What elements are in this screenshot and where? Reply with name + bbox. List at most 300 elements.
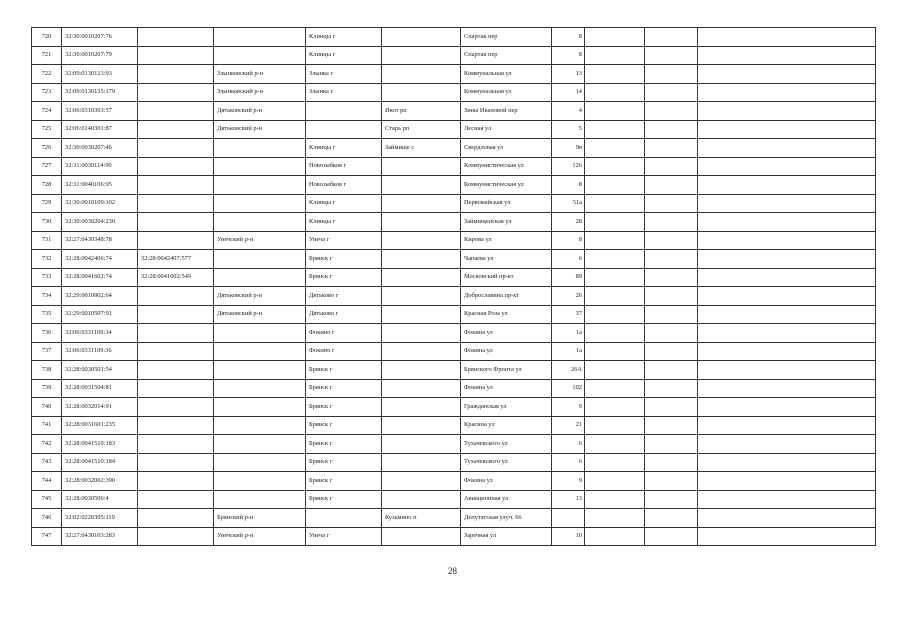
settlement-cell bbox=[382, 490, 461, 509]
district-cell: Злынковский р-н bbox=[214, 65, 306, 84]
empty-cell bbox=[585, 527, 645, 546]
cadastral-number-cell: 32:28:0041602:74 bbox=[62, 268, 138, 287]
table-row bbox=[32, 361, 876, 380]
empty-cell bbox=[645, 379, 698, 398]
city-cell: Брянск г bbox=[306, 472, 382, 491]
house-number-cell: 8 bbox=[552, 46, 585, 65]
district-cell: Дятьковский р-н bbox=[214, 305, 306, 324]
settlement-cell bbox=[382, 416, 461, 435]
district-cell bbox=[214, 139, 306, 158]
district-cell bbox=[214, 324, 306, 343]
cadastral-number-cell: 32:02:0220305:119 bbox=[62, 509, 138, 528]
table-row bbox=[32, 250, 876, 269]
settlement-cell: Кузьмино п bbox=[382, 509, 461, 528]
settlement-cell bbox=[382, 194, 461, 213]
table-row bbox=[32, 65, 876, 84]
district-cell bbox=[214, 157, 306, 176]
city-cell: Дятьково г bbox=[306, 287, 382, 306]
settlement-cell bbox=[382, 268, 461, 287]
city-cell: Клинцы г bbox=[306, 213, 382, 232]
street-cell: Московский пр-кт bbox=[461, 268, 552, 287]
empty-cell bbox=[698, 287, 876, 306]
row-number-cell: 721 bbox=[32, 46, 62, 65]
table-row bbox=[32, 472, 876, 491]
settlement-cell bbox=[382, 527, 461, 546]
street-cell: Красина ул bbox=[461, 416, 552, 435]
empty-cell bbox=[645, 213, 698, 232]
linked-cadastral-cell bbox=[138, 416, 214, 435]
street-cell: Тухачевского ул bbox=[461, 435, 552, 454]
row-number-cell: 740 bbox=[32, 398, 62, 417]
empty-cell bbox=[585, 268, 645, 287]
settlement-cell bbox=[382, 305, 461, 324]
settlement-cell bbox=[382, 231, 461, 250]
empty-cell bbox=[645, 398, 698, 417]
empty-cell bbox=[645, 509, 698, 528]
cadastral-number-cell: 32:31:0040106:95 bbox=[62, 176, 138, 195]
cadastral-number-cell: 32:28:0041510:183 bbox=[62, 435, 138, 454]
row-number-cell: 724 bbox=[32, 102, 62, 121]
row-number-cell: 726 bbox=[32, 139, 62, 158]
settlement-cell bbox=[382, 65, 461, 84]
district-cell: Брянский р-н bbox=[214, 509, 306, 528]
district-cell bbox=[214, 398, 306, 417]
cadastral-number-cell: 32:29:0010902:64 bbox=[62, 287, 138, 306]
city-cell bbox=[306, 509, 382, 528]
district-cell bbox=[214, 416, 306, 435]
street-cell: Фокина ул bbox=[461, 324, 552, 343]
linked-cadastral-cell bbox=[138, 453, 214, 472]
empty-cell bbox=[698, 435, 876, 454]
district-cell bbox=[214, 46, 306, 65]
street-cell: Заречная ул bbox=[461, 527, 552, 546]
register-table bbox=[31, 27, 876, 546]
table-row bbox=[32, 509, 876, 528]
linked-cadastral-cell: 32:28:0042407:577 bbox=[138, 250, 214, 269]
district-cell bbox=[214, 213, 306, 232]
cadastral-number-cell: 32:28:0031601:235 bbox=[62, 416, 138, 435]
city-cell: Фокино г bbox=[306, 342, 382, 361]
table-row bbox=[32, 287, 876, 306]
empty-cell bbox=[645, 287, 698, 306]
district-cell: Дятьковский р-н bbox=[214, 102, 306, 121]
district-cell bbox=[214, 194, 306, 213]
row-number-cell: 731 bbox=[32, 231, 62, 250]
table-body bbox=[32, 28, 876, 546]
cadastral-number-cell: 32:30:0030207:46 bbox=[62, 139, 138, 158]
house-number-cell: 14 bbox=[552, 83, 585, 102]
empty-cell bbox=[698, 379, 876, 398]
row-number-cell: 747 bbox=[32, 527, 62, 546]
empty-cell bbox=[698, 453, 876, 472]
empty-cell bbox=[585, 65, 645, 84]
empty-cell bbox=[585, 287, 645, 306]
city-cell bbox=[306, 102, 382, 121]
cadastral-number-cell: 32:30:0010109:102 bbox=[62, 194, 138, 213]
empty-cell bbox=[585, 435, 645, 454]
empty-cell bbox=[585, 324, 645, 343]
row-number-cell: 728 bbox=[32, 176, 62, 195]
district-cell bbox=[214, 379, 306, 398]
empty-cell bbox=[698, 83, 876, 102]
house-number-cell: 102 bbox=[552, 379, 585, 398]
linked-cadastral-cell bbox=[138, 287, 214, 306]
house-number-cell: 1а bbox=[552, 324, 585, 343]
row-number-cell: 736 bbox=[32, 324, 62, 343]
house-number-cell: 4 bbox=[552, 102, 585, 121]
row-number-cell: 732 bbox=[32, 250, 62, 269]
linked-cadastral-cell bbox=[138, 139, 214, 158]
street-cell: Спартак пер bbox=[461, 46, 552, 65]
city-cell: Новозыбков г bbox=[306, 176, 382, 195]
row-number-cell: 729 bbox=[32, 194, 62, 213]
empty-cell bbox=[698, 250, 876, 269]
house-number-cell: 6 bbox=[552, 250, 585, 269]
house-number-cell: 6 bbox=[552, 453, 585, 472]
house-number-cell: 21 bbox=[552, 416, 585, 435]
table-row bbox=[32, 83, 876, 102]
street-cell: Доброславина пр-кт bbox=[461, 287, 552, 306]
settlement-cell bbox=[382, 342, 461, 361]
empty-cell bbox=[698, 102, 876, 121]
page-number: 28 bbox=[448, 566, 457, 576]
settlement-cell bbox=[382, 398, 461, 417]
cadastral-number-cell: 32:28:0030506:4 bbox=[62, 490, 138, 509]
empty-cell bbox=[645, 102, 698, 121]
empty-cell bbox=[645, 472, 698, 491]
empty-cell bbox=[585, 83, 645, 102]
empty-cell bbox=[645, 83, 698, 102]
settlement-cell bbox=[382, 213, 461, 232]
city-cell: Брянск г bbox=[306, 268, 382, 287]
empty-cell bbox=[698, 46, 876, 65]
empty-cell bbox=[585, 250, 645, 269]
house-number-cell: 1а bbox=[552, 342, 585, 361]
house-number-cell: 89 bbox=[552, 268, 585, 287]
empty-cell bbox=[585, 213, 645, 232]
district-cell bbox=[214, 490, 306, 509]
linked-cadastral-cell: 32:28:0041602:549 bbox=[138, 268, 214, 287]
district-cell bbox=[214, 250, 306, 269]
cadastral-number-cell: 32:09:0130123:93 bbox=[62, 65, 138, 84]
cadastral-number-cell: 32:06:0331109:34 bbox=[62, 324, 138, 343]
house-number-cell: 126 bbox=[552, 157, 585, 176]
cadastral-number-cell: 32:28:0032002:390 bbox=[62, 472, 138, 491]
table-row bbox=[32, 453, 876, 472]
empty-cell bbox=[645, 194, 698, 213]
linked-cadastral-cell bbox=[138, 398, 214, 417]
linked-cadastral-cell bbox=[138, 194, 214, 213]
table-row bbox=[32, 157, 876, 176]
house-number-cell: 10 bbox=[552, 527, 585, 546]
empty-cell bbox=[645, 342, 698, 361]
settlement-cell bbox=[382, 379, 461, 398]
linked-cadastral-cell bbox=[138, 157, 214, 176]
street-cell: Коммунистическая ул bbox=[461, 157, 552, 176]
table-row bbox=[32, 490, 876, 509]
house-number-cell: 26А bbox=[552, 361, 585, 380]
city-cell: Брянск г bbox=[306, 453, 382, 472]
linked-cadastral-cell bbox=[138, 379, 214, 398]
empty-cell bbox=[585, 305, 645, 324]
row-number-cell: 735 bbox=[32, 305, 62, 324]
street-cell: Кирова ул bbox=[461, 231, 552, 250]
linked-cadastral-cell bbox=[138, 46, 214, 65]
empty-cell bbox=[698, 157, 876, 176]
city-cell: Клинцы г bbox=[306, 46, 382, 65]
city-cell: Клинцы г bbox=[306, 139, 382, 158]
cadastral-number-cell: 32:30:0010207:76 bbox=[62, 28, 138, 47]
row-number-cell: 727 bbox=[32, 157, 62, 176]
empty-cell bbox=[645, 120, 698, 139]
empty-cell bbox=[585, 120, 645, 139]
house-number-cell: 8 bbox=[552, 231, 585, 250]
cadastral-number-cell: 32:06:0140301:87 bbox=[62, 120, 138, 139]
settlement-cell bbox=[382, 472, 461, 491]
row-number-cell: 744 bbox=[32, 472, 62, 491]
row-number-cell: 741 bbox=[32, 416, 62, 435]
street-cell: Депутатская улуч. 66 bbox=[461, 509, 552, 528]
house-number-cell: 28 bbox=[552, 213, 585, 232]
district-cell bbox=[214, 435, 306, 454]
table-row bbox=[32, 379, 876, 398]
empty-cell bbox=[585, 176, 645, 195]
empty-cell bbox=[645, 453, 698, 472]
empty-cell bbox=[698, 342, 876, 361]
settlement-cell bbox=[382, 46, 461, 65]
cadastral-number-cell: 32:06:0310303:57 bbox=[62, 102, 138, 121]
row-number-cell: 742 bbox=[32, 435, 62, 454]
linked-cadastral-cell bbox=[138, 102, 214, 121]
street-cell: Чапаева ул bbox=[461, 250, 552, 269]
empty-cell bbox=[645, 250, 698, 269]
city-cell bbox=[306, 120, 382, 139]
street-cell: Фокина ул bbox=[461, 379, 552, 398]
street-cell: Лесная ул bbox=[461, 120, 552, 139]
street-cell: Тухачевского ул bbox=[461, 453, 552, 472]
empty-cell bbox=[585, 416, 645, 435]
linked-cadastral-cell bbox=[138, 213, 214, 232]
district-cell bbox=[214, 361, 306, 380]
empty-cell bbox=[698, 490, 876, 509]
street-cell: Спартак пер bbox=[461, 28, 552, 47]
empty-cell bbox=[698, 268, 876, 287]
linked-cadastral-cell bbox=[138, 65, 214, 84]
empty-cell bbox=[698, 416, 876, 435]
empty-cell bbox=[585, 453, 645, 472]
empty-cell bbox=[698, 324, 876, 343]
cadastral-number-cell: 32:28:0032014:91 bbox=[62, 398, 138, 417]
cadastral-number-cell: 32:06:0331109:36 bbox=[62, 342, 138, 361]
empty-cell bbox=[698, 176, 876, 195]
table-row bbox=[32, 416, 876, 435]
district-cell bbox=[214, 453, 306, 472]
table-row bbox=[32, 305, 876, 324]
settlement-cell bbox=[382, 361, 461, 380]
house-number-cell: 9в bbox=[552, 139, 585, 158]
empty-cell bbox=[698, 231, 876, 250]
empty-cell bbox=[698, 398, 876, 417]
linked-cadastral-cell bbox=[138, 83, 214, 102]
empty-cell bbox=[645, 416, 698, 435]
city-cell: Новозыбков г bbox=[306, 157, 382, 176]
street-cell: Брянского Фронта ул bbox=[461, 361, 552, 380]
district-cell: Дятьковский р-н bbox=[214, 287, 306, 306]
settlement-cell: Ивот рп bbox=[382, 102, 461, 121]
linked-cadastral-cell bbox=[138, 361, 214, 380]
street-cell: Гражданская ул bbox=[461, 398, 552, 417]
cadastral-number-cell: 32:09:0130135:179 bbox=[62, 83, 138, 102]
street-cell: Фокина ул bbox=[461, 472, 552, 491]
house-number-cell: 9 bbox=[552, 398, 585, 417]
city-cell: Брянск г bbox=[306, 416, 382, 435]
row-number-cell: 730 bbox=[32, 213, 62, 232]
empty-cell bbox=[585, 472, 645, 491]
linked-cadastral-cell bbox=[138, 305, 214, 324]
empty-cell bbox=[698, 305, 876, 324]
city-cell: Злынка г bbox=[306, 65, 382, 84]
row-number-cell: 743 bbox=[32, 453, 62, 472]
linked-cadastral-cell bbox=[138, 231, 214, 250]
empty-cell bbox=[698, 509, 876, 528]
empty-cell bbox=[585, 509, 645, 528]
empty-cell bbox=[585, 342, 645, 361]
linked-cadastral-cell bbox=[138, 490, 214, 509]
row-number-cell: 723 bbox=[32, 83, 62, 102]
district-cell: Унечский р-н bbox=[214, 231, 306, 250]
street-cell: Зины Ивановой пер bbox=[461, 102, 552, 121]
table-row bbox=[32, 46, 876, 65]
city-cell: Злынка г bbox=[306, 83, 382, 102]
street-cell: Коммунальная ул bbox=[461, 83, 552, 102]
empty-cell bbox=[698, 120, 876, 139]
district-cell: Дятьковский р-н bbox=[214, 120, 306, 139]
table-row bbox=[32, 102, 876, 121]
cadastral-number-cell: 32:28:0041510:184 bbox=[62, 453, 138, 472]
street-cell: Коммунистическая ул bbox=[461, 176, 552, 195]
city-cell: Брянск г bbox=[306, 490, 382, 509]
settlement-cell bbox=[382, 324, 461, 343]
settlement-cell bbox=[382, 435, 461, 454]
city-cell: Брянск г bbox=[306, 435, 382, 454]
empty-cell bbox=[585, 490, 645, 509]
empty-cell bbox=[698, 361, 876, 380]
table-row bbox=[32, 231, 876, 250]
city-cell: Брянск г bbox=[306, 379, 382, 398]
settlement-cell bbox=[382, 28, 461, 47]
house-number-cell: 13 bbox=[552, 490, 585, 509]
table-row bbox=[32, 342, 876, 361]
table-row bbox=[32, 139, 876, 158]
settlement-cell bbox=[382, 287, 461, 306]
cadastral-number-cell: 32:30:0010207:79 bbox=[62, 46, 138, 65]
cadastral-number-cell: 32:30:0030204:230 bbox=[62, 213, 138, 232]
settlement-cell: Старь рп bbox=[382, 120, 461, 139]
empty-cell bbox=[698, 194, 876, 213]
house-number-cell: 37 bbox=[552, 305, 585, 324]
cadastral-number-cell: 32:28:0042406:74 bbox=[62, 250, 138, 269]
house-number-cell: 26 bbox=[552, 287, 585, 306]
empty-cell bbox=[585, 379, 645, 398]
empty-cell bbox=[698, 28, 876, 47]
house-number-cell: 8 bbox=[552, 28, 585, 47]
row-number-cell: 745 bbox=[32, 490, 62, 509]
house-number-cell: 51а bbox=[552, 194, 585, 213]
street-cell: Свердловая ул bbox=[461, 139, 552, 158]
city-cell: Унеча г bbox=[306, 527, 382, 546]
empty-cell bbox=[645, 231, 698, 250]
empty-cell bbox=[698, 139, 876, 158]
cadastral-number-cell: 32:28:0031504:81 bbox=[62, 379, 138, 398]
settlement-cell bbox=[382, 176, 461, 195]
house-number-cell: 9 bbox=[552, 472, 585, 491]
city-cell: Клинцы г bbox=[306, 194, 382, 213]
city-cell: Дятьково г bbox=[306, 305, 382, 324]
settlement-cell bbox=[382, 453, 461, 472]
city-cell: Унеча г bbox=[306, 231, 382, 250]
cadastral-number-cell: 32:27:0430103:283 bbox=[62, 527, 138, 546]
empty-cell bbox=[645, 361, 698, 380]
row-number-cell: 737 bbox=[32, 342, 62, 361]
row-number-cell: 733 bbox=[32, 268, 62, 287]
street-cell: Фокина ул bbox=[461, 342, 552, 361]
city-cell: Брянск г bbox=[306, 398, 382, 417]
house-number-cell: 5 bbox=[552, 120, 585, 139]
district-cell: Унечский р-н bbox=[214, 527, 306, 546]
linked-cadastral-cell bbox=[138, 324, 214, 343]
table-row bbox=[32, 120, 876, 139]
settlement-cell bbox=[382, 250, 461, 269]
row-number-cell: 738 bbox=[32, 361, 62, 380]
row-number-cell: 725 bbox=[32, 120, 62, 139]
house-number-cell bbox=[552, 509, 585, 528]
cadastral-number-cell: 32:31:0030114:90 bbox=[62, 157, 138, 176]
empty-cell bbox=[585, 102, 645, 121]
district-cell bbox=[214, 268, 306, 287]
city-cell: Клинцы г bbox=[306, 28, 382, 47]
district-cell bbox=[214, 342, 306, 361]
empty-cell bbox=[585, 194, 645, 213]
empty-cell bbox=[645, 324, 698, 343]
row-number-cell: 720 bbox=[32, 28, 62, 47]
table-row bbox=[32, 398, 876, 417]
house-number-cell: 6 bbox=[552, 435, 585, 454]
street-cell: Авиационная ул bbox=[461, 490, 552, 509]
row-number-cell: 734 bbox=[32, 287, 62, 306]
city-cell: Фокино г bbox=[306, 324, 382, 343]
settlement-cell bbox=[382, 83, 461, 102]
empty-cell bbox=[585, 139, 645, 158]
row-number-cell: 739 bbox=[32, 379, 62, 398]
linked-cadastral-cell bbox=[138, 120, 214, 139]
street-cell: Первомайская ул bbox=[461, 194, 552, 213]
empty-cell bbox=[645, 65, 698, 84]
table-row bbox=[32, 324, 876, 343]
table-row bbox=[32, 268, 876, 287]
linked-cadastral-cell bbox=[138, 176, 214, 195]
empty-cell bbox=[645, 305, 698, 324]
street-cell: Займищенская ул bbox=[461, 213, 552, 232]
empty-cell bbox=[585, 398, 645, 417]
city-cell: Брянск г bbox=[306, 361, 382, 380]
row-number-cell: 722 bbox=[32, 65, 62, 84]
district-cell bbox=[214, 472, 306, 491]
empty-cell bbox=[645, 176, 698, 195]
empty-cell bbox=[645, 268, 698, 287]
district-cell: Злынковский р-н bbox=[214, 83, 306, 102]
empty-cell bbox=[645, 527, 698, 546]
settlement-cell bbox=[382, 157, 461, 176]
